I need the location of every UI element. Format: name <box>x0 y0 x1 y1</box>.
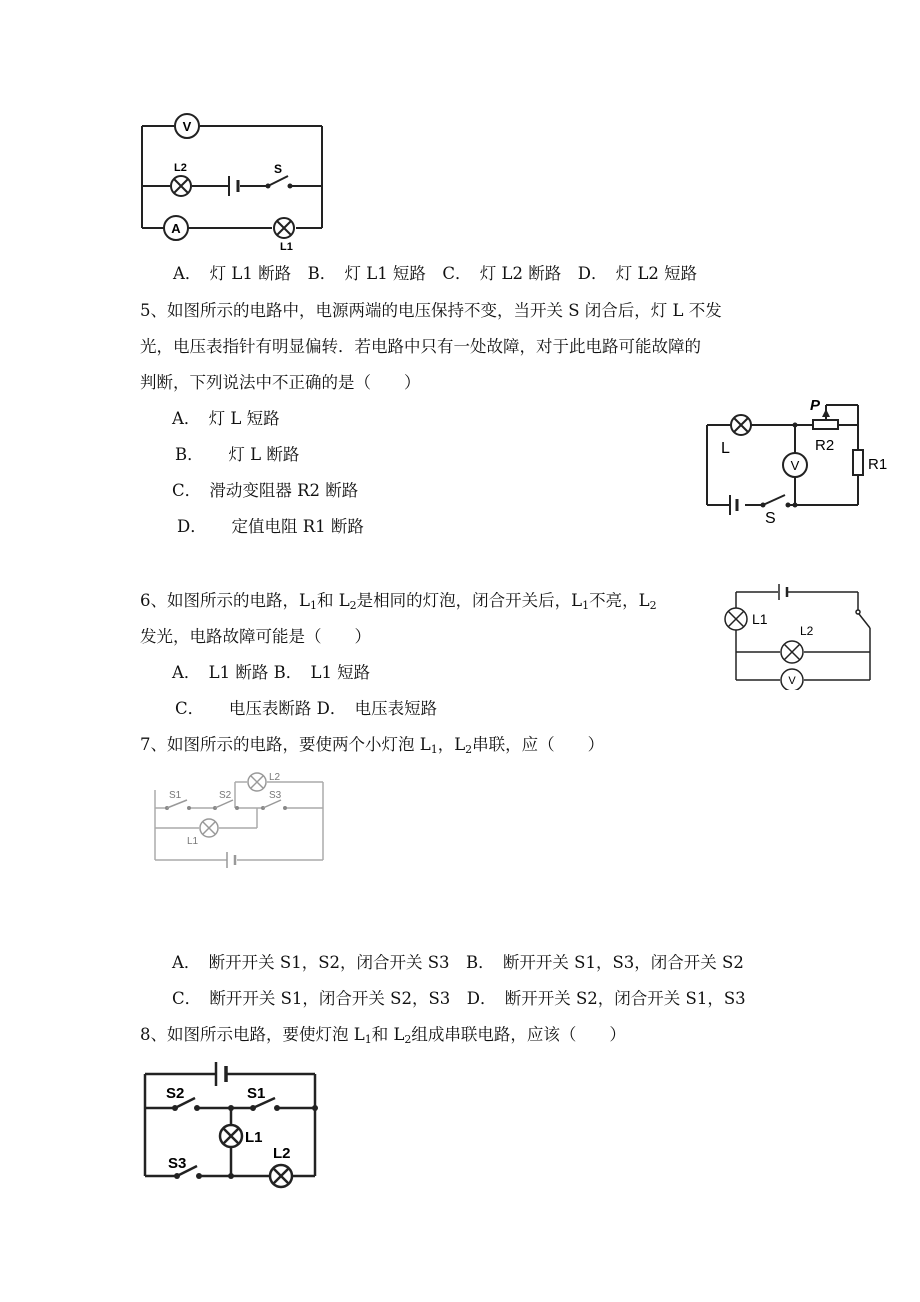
q6-options-cd: C． 电压表断路 D． 电压表短路 <box>175 699 438 718</box>
q5-question-line3: 判断，下列说法中不正确的是（ ） <box>140 373 421 392</box>
label-s2: S2 <box>166 1085 185 1102</box>
battery-icon <box>229 176 238 196</box>
q8-question-line1: 8、如图所示电路，要使灯泡 $L_1$和 $L_2$组成串联电路，应该（ ） <box>140 1025 626 1046</box>
switch-s3-icon <box>261 800 287 810</box>
q8-circuit-diagram <box>135 1058 330 1193</box>
label-l1: L1 <box>280 241 293 253</box>
battery-icon <box>227 852 235 868</box>
lamp-l1-icon <box>200 819 218 837</box>
battery-icon <box>730 495 737 515</box>
label-s1: S1 <box>169 790 182 801</box>
lamp-l2-icon <box>270 1165 292 1187</box>
voltmeter-icon <box>175 114 199 138</box>
svg-text:A: A <box>171 221 181 236</box>
q5-question-line2: 光，电压表指针有明显偏转．若电路中只有一处故障，对于此电路可能故障的 <box>140 337 701 356</box>
svg-text:V: V <box>788 675 796 687</box>
label-l1: L1 <box>245 1129 263 1146</box>
ammeter-icon <box>164 216 188 240</box>
lamp-l2-icon <box>171 176 191 196</box>
label-r1: R1 <box>868 456 888 473</box>
q6-options-ab: A． L1 断路 B． L1 短路 <box>172 663 371 682</box>
label-l2: L2 <box>273 1145 291 1162</box>
label-l2: L2 <box>174 162 187 174</box>
label-l: L <box>721 440 730 457</box>
q5-option-d: D． 定值电阻 R1 断路 <box>177 517 364 536</box>
label-l2: L2 <box>269 772 281 783</box>
label-s: S <box>765 510 776 525</box>
q5-circuit-diagram <box>695 395 900 525</box>
switch-s-icon <box>266 176 293 189</box>
label-s3: S3 <box>168 1155 187 1172</box>
q5-option-c: C． 滑动变阻器 R2 断路 <box>172 481 359 500</box>
label-s2: S2 <box>219 790 232 801</box>
voltmeter-icon <box>783 453 807 477</box>
q7-circuit-diagram <box>145 768 335 868</box>
lamp-l2-icon <box>781 641 803 663</box>
q6-circuit-diagram <box>718 580 898 690</box>
q6-question-line2: 发光，电路故障可能是（ ） <box>140 627 371 646</box>
voltmeter-icon <box>781 669 803 690</box>
q5-option-a: A． 灯 L 短路 <box>172 409 280 428</box>
q7-options-ab: A． 断开开关 S1，S2，闭合开关 S3 B． 断开开关 S1，S3，闭合开关 S2 <box>172 953 744 972</box>
switch-icon <box>856 610 870 628</box>
q7-options-cd: C． 断开开关 S1，闭合开关 S2，S3 D． 断开开关 S2，闭合开关 S1，S3 <box>172 989 746 1008</box>
q7-question-line1: 7、如图所示的电路，要使两个小灯泡 $L_1$，$L_2$串联，应（ ） <box>140 735 605 756</box>
lamp-l1-icon <box>725 608 747 630</box>
label-r2: R2 <box>815 437 835 454</box>
label-p: P <box>810 397 821 414</box>
label-l1: L1 <box>752 611 768 627</box>
label-s3: S3 <box>269 790 282 801</box>
switch-s1-icon <box>165 800 191 810</box>
label-l1: L1 <box>187 836 199 847</box>
lamp-l-icon <box>731 415 751 435</box>
lamp-l1-icon <box>220 1125 242 1147</box>
q4-options: A． 灯 L1 断路 B． 灯 L1 短路 C． 灯 L2 断路 D． 灯 L2 短路 <box>173 264 698 283</box>
battery-icon <box>779 584 787 600</box>
switch-s-icon <box>761 495 791 508</box>
q5-option-b: B． 灯 L 断路 <box>175 445 300 464</box>
q4-circuit-diagram <box>130 108 340 258</box>
svg-text:V: V <box>182 119 192 134</box>
q6-question-line1: 6、如图所示的电路，$L_1$和 $L_2$是相同的灯泡，闭合开关后，$L_1$不亮，$L_2$ <box>140 591 657 612</box>
svg-text:V: V <box>790 458 800 473</box>
label-s: S <box>274 162 283 176</box>
battery-icon <box>216 1062 226 1086</box>
label-l2: L2 <box>800 624 814 638</box>
lamp-l1-icon <box>274 218 294 238</box>
lamp-l2-icon <box>248 773 266 791</box>
resistor-r1-icon <box>853 450 863 475</box>
q5-question-line1: 5、如图所示的电路中，电源两端的电压保持不变，当开关 S 闭合后，灯 L 不发 <box>140 301 722 320</box>
label-s1: S1 <box>247 1085 266 1102</box>
